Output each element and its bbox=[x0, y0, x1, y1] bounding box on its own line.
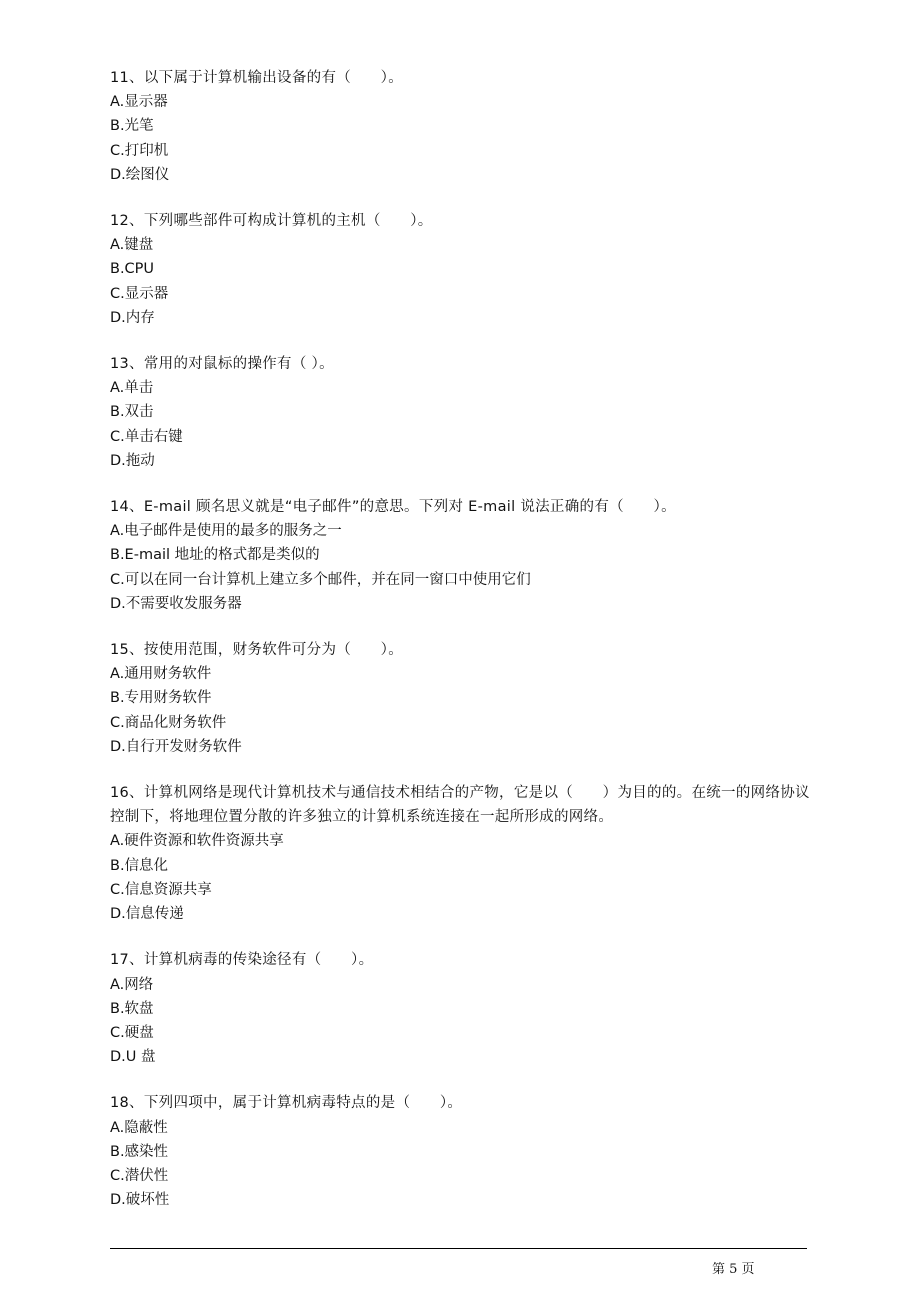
option-c: C.商品化财务软件 bbox=[110, 714, 227, 731]
option-d: D.内存 bbox=[110, 309, 155, 326]
option-a: A.电子邮件是使用的最多的服务之一 bbox=[110, 523, 342, 540]
question-15 bbox=[110, 638, 810, 759]
question-stem: 12、下列哪些部件可构成计算机的主机（ ）。 bbox=[110, 213, 433, 230]
question-14 bbox=[110, 495, 810, 616]
question-stem: 18、下列四项中，属于计算机病毒特点的是（ ）。 bbox=[110, 1095, 463, 1112]
question-stem: 14、E-mail 顾名思义就是“电子邮件”的意思。下列对 E-mail 说法正确的有（ ）。 bbox=[110, 499, 676, 516]
question-stem: 11、以下属于计算机输出设备的有（ ）。 bbox=[110, 70, 403, 86]
option-d: D.绘图仪 bbox=[110, 166, 170, 183]
question-list bbox=[110, 66, 810, 1234]
option-c: C.潜伏性 bbox=[110, 1167, 169, 1184]
question-stem: 17、计算机病毒的传染途径有（ ）。 bbox=[110, 952, 374, 969]
option-b: B.双击 bbox=[110, 404, 154, 421]
page-number: 第 5 页 bbox=[712, 1262, 755, 1277]
option-c: C.显示器 bbox=[110, 285, 169, 302]
question-stem: 15、按使用范围，财务软件可分为（ ）。 bbox=[110, 642, 403, 659]
option-b: B.E-mail 地址的格式都是类似的 bbox=[110, 547, 320, 564]
option-c: C.硬盘 bbox=[110, 1024, 154, 1041]
option-c: C.信息资源共享 bbox=[110, 881, 212, 898]
option-a: A.通用财务软件 bbox=[110, 666, 212, 683]
option-a: A.硬件资源和软件资源共享 bbox=[110, 833, 284, 850]
question-12 bbox=[110, 209, 810, 330]
footer-divider bbox=[110, 1248, 807, 1249]
option-d: D.自行开发财务软件 bbox=[110, 738, 242, 755]
option-d: D.信息传递 bbox=[110, 906, 184, 923]
option-b: B.光笔 bbox=[110, 118, 154, 135]
option-b: B.感染性 bbox=[110, 1143, 169, 1160]
question-16 bbox=[110, 781, 810, 926]
option-c: C.可以在同一台计算机上建立多个邮件，并在同一窗口中使用它们 bbox=[110, 571, 531, 588]
option-d: D.不需要收发服务器 bbox=[110, 595, 242, 612]
option-a: A.网络 bbox=[110, 976, 154, 993]
question-stem: 16、计算机网络是现代计算机技术与通信技术相结合的产物，它是以（ ）为目的的。在统一的网络协议控制下，将地理位置分散的许多独立的计算机系统连接在一起所形成的网络。 bbox=[110, 785, 810, 826]
option-c: C.单击右键 bbox=[110, 428, 183, 445]
question-13 bbox=[110, 352, 810, 473]
option-a: A.显示器 bbox=[110, 94, 168, 111]
option-a: A.隐蔽性 bbox=[110, 1119, 168, 1136]
option-d: D.U 盘 bbox=[110, 1049, 156, 1066]
option-a: A.键盘 bbox=[110, 237, 154, 254]
option-b: B.软盘 bbox=[110, 1000, 154, 1017]
question-17 bbox=[110, 948, 810, 1069]
option-b: B.信息化 bbox=[110, 857, 169, 874]
option-b: B.专用财务软件 bbox=[110, 690, 212, 707]
option-d: D.拖动 bbox=[110, 452, 155, 469]
option-a: A.单击 bbox=[110, 380, 154, 397]
option-d: D.破坏性 bbox=[110, 1192, 170, 1209]
question-11 bbox=[110, 66, 810, 187]
question-stem: 13、常用的对鼠标的操作有（ ）。 bbox=[110, 356, 334, 373]
option-c: C.打印机 bbox=[110, 142, 169, 159]
option-b: B.CPU bbox=[110, 261, 155, 278]
question-18 bbox=[110, 1091, 810, 1212]
